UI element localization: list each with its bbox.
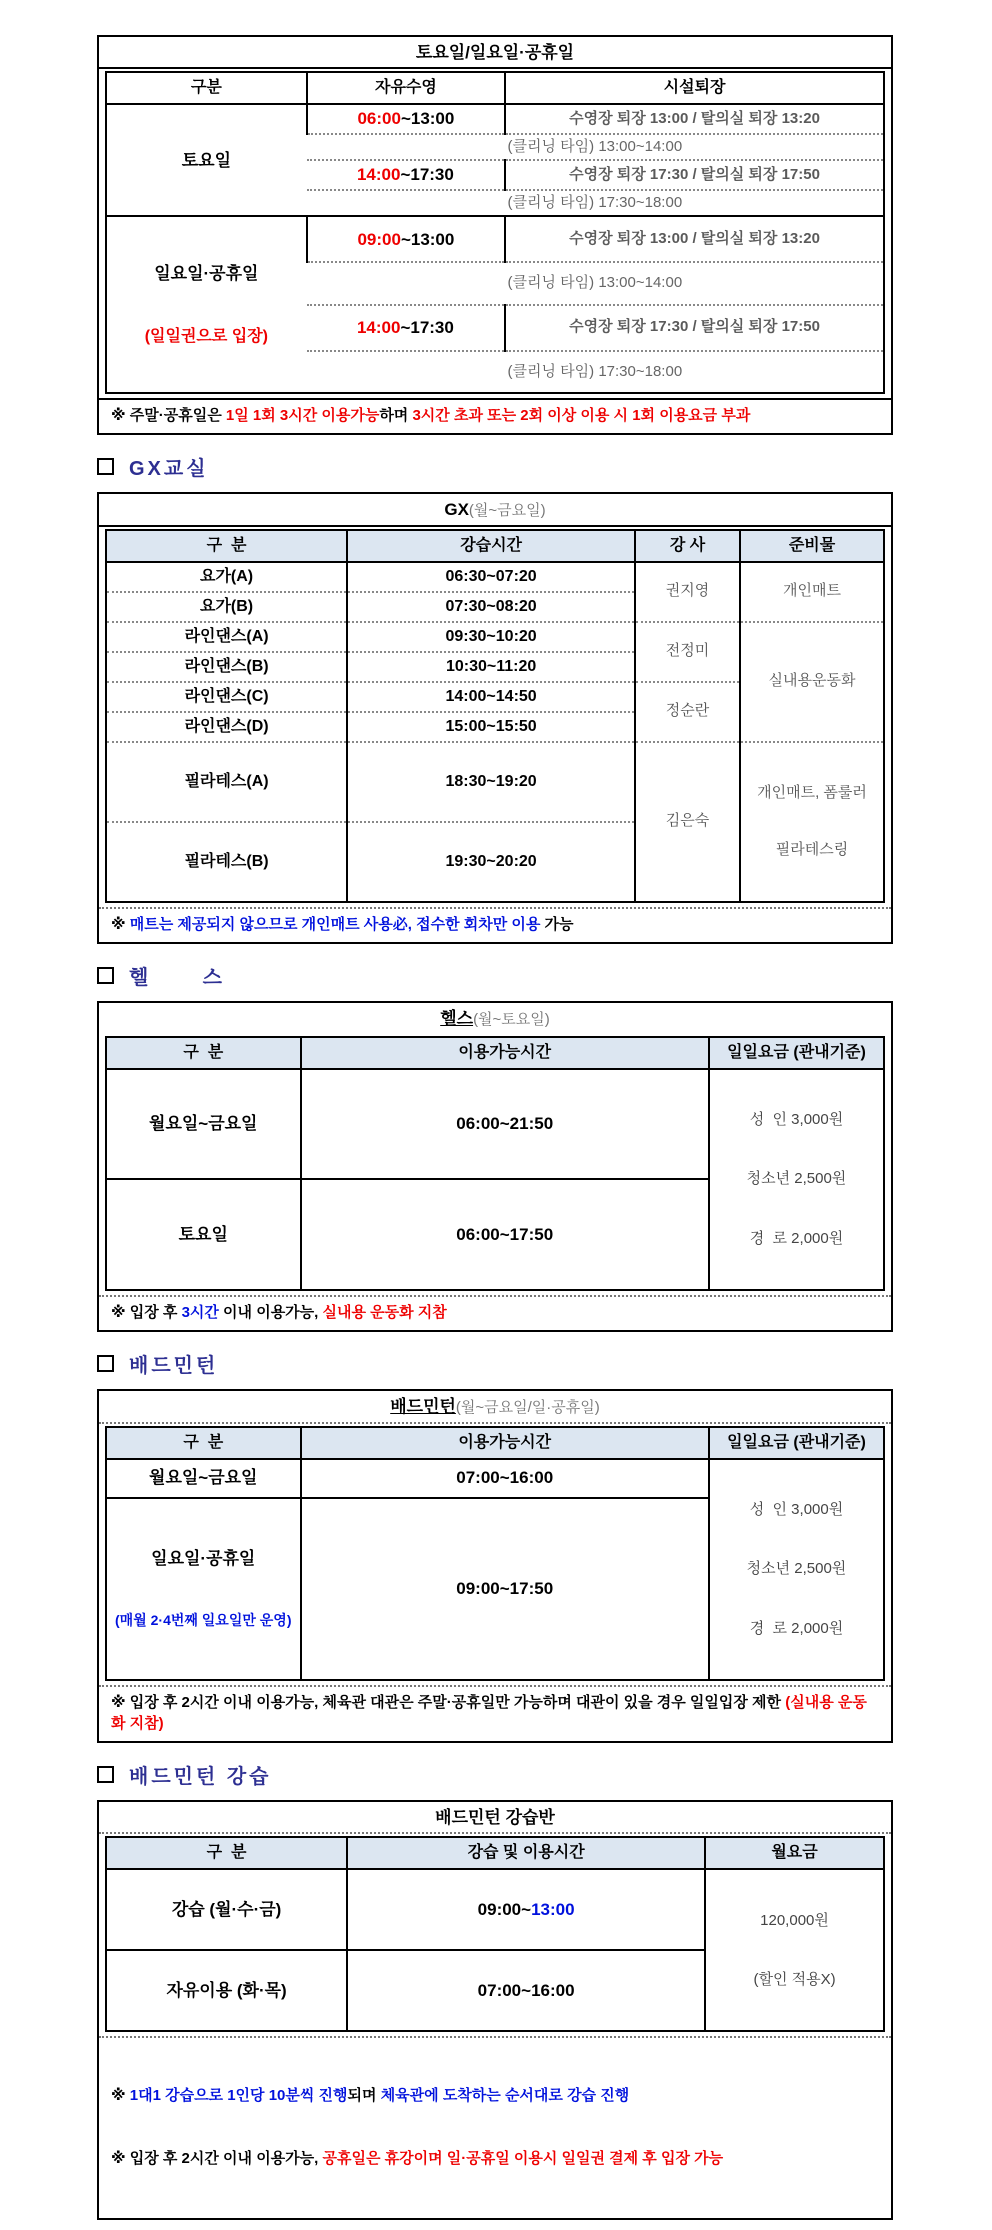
title-main: 헬스 xyxy=(440,1008,474,1028)
cell-instructor: 김은숙 xyxy=(635,742,740,902)
note-marker: ※ xyxy=(111,2150,130,2167)
fee-discount-note: (할인 적용X) xyxy=(753,1970,836,1988)
weekend-swim-table-wrap xyxy=(99,69,891,398)
cell-equipment: 개인매트 xyxy=(740,562,884,622)
table-row xyxy=(106,622,884,652)
table-header-row xyxy=(106,1837,884,1869)
cell-class-time: 06:30~07:20 xyxy=(347,562,635,592)
cell-class-name: 라인댄스(A) xyxy=(106,622,347,652)
cell-day-label: 강습 (월·수·금) xyxy=(171,1899,282,1919)
cell-class-time: 10:30~11:20 xyxy=(347,652,635,682)
time-end: ~13:00 xyxy=(400,229,455,249)
time-end: ~17:30 xyxy=(400,318,454,338)
weekend-swim-title: 토요일/일요일·공휴일 xyxy=(99,37,891,69)
day-label-subtext: (매월 2·4번째 일요일만 운영) xyxy=(115,1612,292,1629)
cell-day-label xyxy=(106,1498,301,1680)
col-header-monthly-fee: 월요금 xyxy=(705,1837,884,1869)
col-header-exit: 시설퇴장 xyxy=(505,72,884,104)
cell-sat-cleaning-1: (클리닝 타임) 13:00~14:00 xyxy=(307,134,884,161)
note-marker: ※ xyxy=(111,407,130,424)
square-bullet-icon xyxy=(97,1766,114,1783)
col-header-gubun: 구분 xyxy=(106,72,307,104)
fee-youth: 청소년 2,500원 xyxy=(746,1170,847,1188)
title-sub: (월~금요일) xyxy=(468,502,546,519)
col-header-instructor: 강 사 xyxy=(635,530,740,562)
badminton-note xyxy=(99,1685,891,1741)
badminton-lesson-table-block xyxy=(97,1800,893,2220)
badminton-lesson-table-wrap xyxy=(99,1834,891,2036)
cell-instructor: 권지영 xyxy=(635,562,740,622)
section-heading-gx xyxy=(97,452,893,481)
square-bullet-icon xyxy=(97,1355,114,1372)
time-start: 09:00 xyxy=(357,229,401,249)
col-header-daily-fee: 일일요금 (관내기준) xyxy=(709,1037,884,1069)
cell-sun-cleaning-1: (클리닝 타임) 13:00~14:00 xyxy=(307,262,884,304)
note-text: 하며 xyxy=(379,407,413,424)
badminton-lesson-table-title: 배드민턴 강습반 xyxy=(99,1802,891,1834)
col-header-available-time: 이용가능시간 xyxy=(301,1037,709,1069)
cell-sat-cleaning-2: (클리닝 타임) 17:30~18:00 xyxy=(307,190,884,217)
badminton-lesson-table xyxy=(105,1836,885,2032)
sunday-label-subtext: (일일권으로 입장) xyxy=(144,327,268,345)
col-header-lesson-time: 강습 및 이용시간 xyxy=(347,1837,705,1869)
cell-class-name: 라인댄스(D) xyxy=(106,712,347,742)
cell-class-time: 18:30~19:20 xyxy=(347,742,635,822)
cell-sat-exit-2: 수영장 퇴장 17:30 / 탈의실 퇴장 17:50 xyxy=(505,160,884,189)
weekend-swim-table-block xyxy=(97,35,893,435)
time-end: ~13:00 xyxy=(400,109,455,129)
cell-sat-time-1 xyxy=(307,104,505,133)
cell-daily-fee xyxy=(709,1459,884,1680)
note-text: 주말·공휴일은 xyxy=(129,407,226,424)
cell-sun-time-1 xyxy=(307,216,505,262)
table-row xyxy=(106,1459,884,1498)
fee-senior: 경 로 2,000원 xyxy=(749,1229,844,1247)
note-text-blue: 매트는 제공되지 않으므로 개인매트 사용必, 접수한 회차만 이용 xyxy=(129,915,541,933)
note-marker: ※ xyxy=(111,1303,130,1321)
note-text-red: 3시간 초과 또는 2회 이상 이용 시 1회 이용요금 부과 xyxy=(412,407,751,424)
col-header-equipment: 준비물 xyxy=(740,530,884,562)
section-heading-badminton-lesson xyxy=(97,1760,893,1789)
gx-table-wrap xyxy=(99,527,891,907)
cell-equipment: 실내용운동화 xyxy=(740,622,884,742)
section-heading-label: 배드민턴 강습 xyxy=(129,1765,272,1788)
cell-class-time: 14:00~14:50 xyxy=(347,682,635,712)
note-text-red: (실내용 운동화 지참) xyxy=(111,1693,867,1732)
badminton-table-title xyxy=(99,1391,891,1424)
cell-monthly-fee xyxy=(705,1869,884,2031)
note-text-red: 1일 1회 3시간 이용가능 xyxy=(225,407,380,424)
gx-note xyxy=(99,907,891,942)
time-start: 14:00 xyxy=(356,318,401,338)
cell-instructor: 정순란 xyxy=(635,682,740,742)
cell-lesson-time: 07:00~16:00 xyxy=(347,1950,705,2031)
fee-adult: 성 인 3,000원 xyxy=(749,1501,844,1518)
health-table-title xyxy=(99,1003,891,1034)
equipment-line-2: 필라테스링 xyxy=(775,840,849,858)
section-heading-label: GX교실 xyxy=(129,458,209,480)
time-start: 06:00 xyxy=(357,109,401,129)
health-table-block xyxy=(97,1001,893,1332)
table-row xyxy=(106,742,884,822)
fee-adult: 성 인 3,000원 xyxy=(749,1111,844,1128)
note-text: 가능 xyxy=(540,915,574,933)
note-text-blue: 3시간 xyxy=(181,1303,219,1321)
table-row xyxy=(106,1069,884,1180)
table-row xyxy=(106,1869,884,1950)
cell-daily-fee xyxy=(709,1069,884,1290)
cell-class-time: 09:30~10:20 xyxy=(347,622,635,652)
note-marker: ※ xyxy=(111,915,130,933)
cell-class-time: 07:30~08:20 xyxy=(347,592,635,622)
time-black: 09:00~ xyxy=(477,1899,532,1919)
title-sub: (월~토요일) xyxy=(473,1010,550,1028)
cell-day-label: 월요일~금요일 xyxy=(149,1114,258,1134)
badminton-lesson-notes xyxy=(99,2036,891,2218)
cell-class-time: 19:30~20:20 xyxy=(347,822,635,902)
time-blue: 13:00 xyxy=(531,1899,575,1919)
cell-class-name: 필라테스(B) xyxy=(106,822,347,902)
table-header-row xyxy=(106,530,884,562)
note-text: 되며 xyxy=(347,2087,381,2104)
lesson-note-line-2 xyxy=(111,2148,879,2169)
col-header-gubun: 구 분 xyxy=(106,1837,347,1869)
health-table-wrap xyxy=(99,1034,891,1295)
cell-class-name: 요가(B) xyxy=(106,592,347,622)
section-heading-badminton xyxy=(97,1349,893,1378)
col-header-free-swim: 자유수영 xyxy=(307,72,505,104)
lesson-note-line-1 xyxy=(111,2085,879,2106)
gx-table xyxy=(105,529,885,903)
cell-sun-time-2 xyxy=(307,305,505,351)
cell-sat-time-2 xyxy=(307,160,505,189)
cell-saturday-label: 토요일 xyxy=(181,150,231,170)
cell-class-name: 라인댄스(C) xyxy=(106,682,347,712)
section-heading-health xyxy=(97,961,893,990)
square-bullet-icon xyxy=(97,967,114,984)
table-header-row xyxy=(106,1037,884,1069)
cell-sunday-label xyxy=(106,216,307,393)
equipment-line-1: 개인매트, 폼룰러 xyxy=(757,784,867,802)
fee-senior: 경 로 2,000원 xyxy=(749,1619,844,1637)
cell-sun-exit-1: 수영장 퇴장 13:00 / 탈의실 퇴장 13:20 xyxy=(505,216,884,262)
cell-class-name: 필라테스(A) xyxy=(106,742,347,822)
title-main: 배드민턴 xyxy=(390,1396,456,1416)
badminton-table xyxy=(105,1426,885,1681)
cell-available-time: 07:00~16:00 xyxy=(301,1459,709,1498)
weekend-swim-note xyxy=(99,398,891,433)
fee-youth: 청소년 2,500원 xyxy=(746,1560,847,1578)
cell-class-name: 요가(A) xyxy=(200,567,254,585)
fee-amount: 120,000원 xyxy=(760,1911,829,1929)
table-row xyxy=(106,216,884,262)
cell-sun-exit-2: 수영장 퇴장 17:30 / 탈의실 퇴장 17:50 xyxy=(505,305,884,351)
title-sub: (월~금요일/일·공휴일) xyxy=(455,1398,600,1416)
cell-class-time: 15:00~15:50 xyxy=(347,712,635,742)
note-marker: ※ xyxy=(111,1693,130,1711)
time-start: 14:00 xyxy=(356,165,401,185)
table-row xyxy=(106,104,884,133)
cell-day-label: 월요일~금요일 xyxy=(149,1468,258,1488)
note-marker: ※ xyxy=(111,2087,130,2104)
weekend-swim-table xyxy=(105,71,885,394)
note-text: 이내 이용가능, xyxy=(218,1303,323,1321)
section-heading-label: 배드민턴 xyxy=(129,1354,219,1377)
cell-available-time: 06:00~17:50 xyxy=(301,1179,709,1290)
title-main: GX xyxy=(444,500,469,519)
day-label-text: 일요일·공휴일 xyxy=(151,1549,256,1569)
note-text-blue: 체육관에 도착하는 순서대로 강습 진행 xyxy=(380,2087,630,2104)
note-text: 입장 후 xyxy=(129,1303,182,1321)
note-text: 입장 후 2시간 이내 이용가능, xyxy=(129,2150,323,2167)
cell-class-name: 라인댄스(B) xyxy=(106,652,347,682)
gx-table-block xyxy=(97,492,893,944)
health-note xyxy=(99,1295,891,1330)
col-header-gubun: 구 분 xyxy=(106,1037,301,1069)
cell-equipment xyxy=(740,742,884,902)
note-text: 입장 후 2시간 이내 이용가능, 체육관 대관은 주말·공휴일만 가능하며 대관이 있을 경우 일일입장 제한 xyxy=(129,1693,786,1711)
square-bullet-icon xyxy=(97,458,114,475)
col-header-gubun: 구 분 xyxy=(106,1427,301,1459)
health-table xyxy=(105,1036,885,1291)
cell-lesson-time xyxy=(347,1869,705,1950)
note-text-blue: 1대1 강습으로 1인당 10분씩 진행 xyxy=(129,2087,348,2104)
cell-day-label: 토요일 xyxy=(106,1179,301,1290)
table-header-row xyxy=(106,1427,884,1459)
cell-sat-exit-1: 수영장 퇴장 13:00 / 탈의실 퇴장 13:20 xyxy=(505,104,884,133)
col-header-gubun: 구 분 xyxy=(106,530,347,562)
cell-available-time: 09:00~17:50 xyxy=(301,1498,709,1680)
badminton-table-block xyxy=(97,1389,893,1743)
section-heading-label: 헬 스 xyxy=(129,966,225,989)
col-header-available-time: 이용가능시간 xyxy=(301,1427,709,1459)
table-row xyxy=(106,562,884,592)
gx-table-title xyxy=(99,494,891,527)
note-text-red: 공휴일은 휴강이며 일·공휴일 이용시 일일권 결제 후 입장 가능 xyxy=(322,2150,724,2167)
sunday-label-text: 일요일·공휴일 xyxy=(154,263,259,283)
note-text-red: 실내용 운동화 지참 xyxy=(322,1303,447,1321)
cell-available-time: 06:00~21:50 xyxy=(301,1069,709,1180)
time-end: ~17:30 xyxy=(400,165,454,185)
cell-instructor: 전정미 xyxy=(635,622,740,682)
cell-day-label: 자유이용 (화·목) xyxy=(106,1950,347,2031)
table-header-row xyxy=(106,72,884,104)
col-header-daily-fee: 일일요금 (관내기준) xyxy=(709,1427,884,1459)
cell-sun-cleaning-2: (클리닝 타임) 17:30~18:00 xyxy=(307,351,884,393)
badminton-table-wrap xyxy=(99,1424,891,1685)
col-header-class-time: 강습시간 xyxy=(347,530,635,562)
